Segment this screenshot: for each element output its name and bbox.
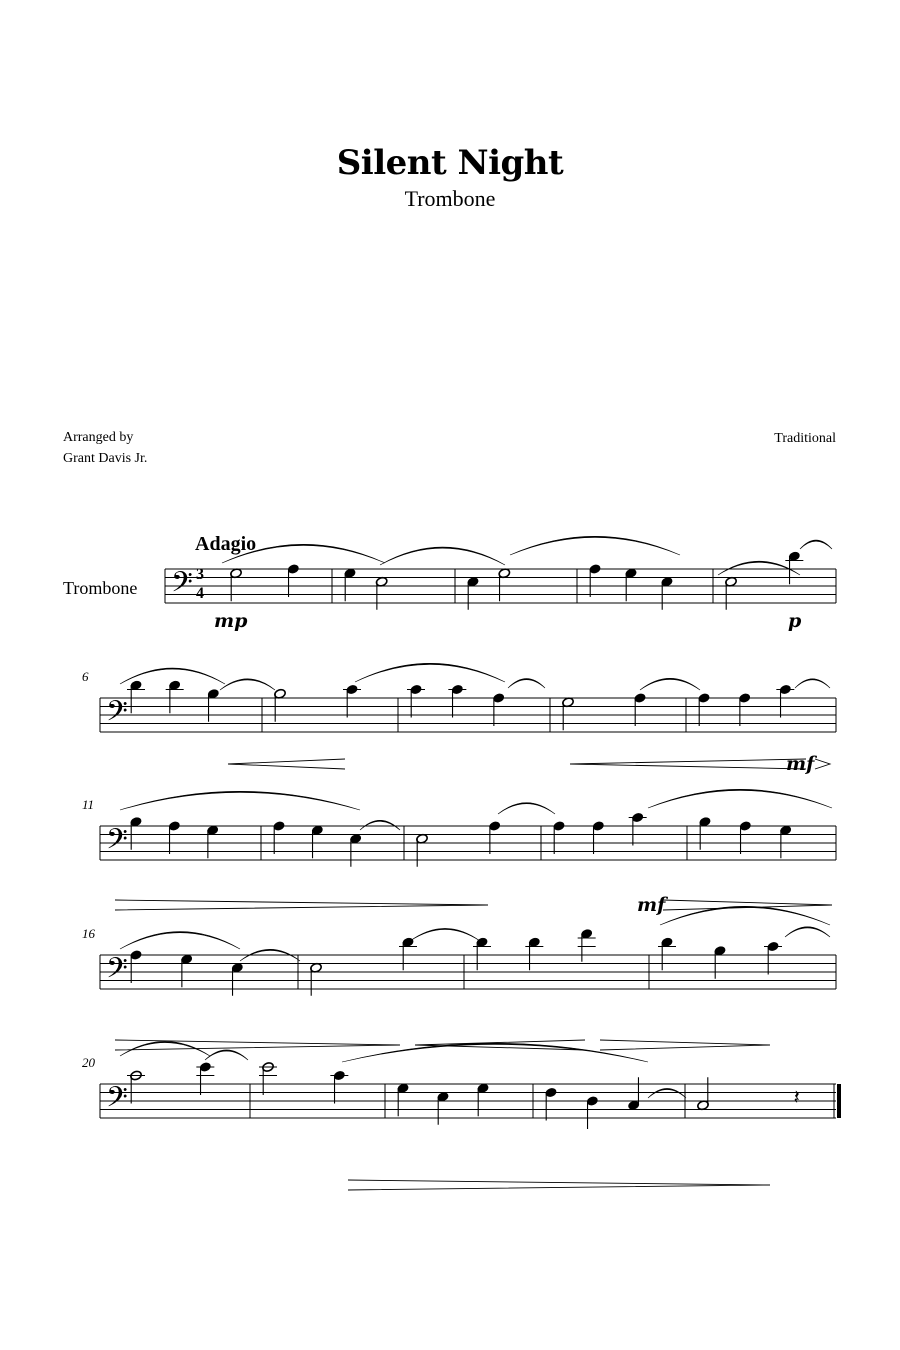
dynamic-marking: mf <box>637 894 666 916</box>
bass-clef-icon: 𝄢 <box>106 823 128 863</box>
arranger-label: Arranged by <box>63 430 134 445</box>
diminuendo-hairpin <box>348 1180 770 1190</box>
slur <box>360 820 400 830</box>
dynamic-marking: p <box>788 610 802 632</box>
crescendo-hairpin <box>228 759 345 769</box>
staff-system <box>82 906 836 1050</box>
bass-clef-icon: 𝄢 <box>171 566 193 606</box>
crescendo-hairpin <box>415 1040 585 1050</box>
slur <box>205 1050 248 1060</box>
slur <box>498 803 555 814</box>
slur <box>355 663 505 682</box>
instrument-subtitle: Trombone <box>404 186 496 211</box>
diminuendo-hairpin <box>115 1040 400 1050</box>
measure-number: 6 <box>82 669 89 684</box>
slur <box>800 540 832 549</box>
measure-number: 11 <box>82 797 95 812</box>
time-signature-bottom: 4 <box>196 585 204 602</box>
time-signature-top: 3 <box>196 566 204 583</box>
composer: Traditional <box>774 431 836 446</box>
staff-system <box>82 1041 841 1190</box>
measure-number: 20 <box>82 1055 95 1070</box>
slur <box>648 1088 686 1098</box>
tempo-marking: Adagio <box>195 533 257 555</box>
slur <box>508 679 545 688</box>
diminuendo-hairpin <box>600 1040 770 1050</box>
slur <box>785 927 830 937</box>
bass-clef-icon: 𝄢 <box>106 952 128 992</box>
staff-system <box>165 536 836 632</box>
measure-number: 16 <box>82 926 95 941</box>
slur <box>342 1043 648 1062</box>
final-barline <box>837 1084 841 1118</box>
slur <box>380 547 505 565</box>
slur <box>220 679 275 690</box>
staff-system <box>82 789 836 916</box>
diminuendo-hairpin <box>115 900 488 910</box>
instrument-label: Trombone <box>63 578 138 598</box>
crescendo-hairpin <box>570 759 806 769</box>
slur <box>410 928 480 941</box>
piece-title: Silent Night <box>336 143 564 183</box>
dynamic-marking: mp <box>214 610 248 632</box>
slur <box>120 932 240 949</box>
slur <box>648 789 832 808</box>
slur <box>510 536 680 555</box>
bass-clef-icon: 𝄢 <box>106 695 128 735</box>
slur <box>795 679 830 688</box>
slur <box>120 791 360 810</box>
diminuendo-hairpin <box>663 900 832 910</box>
bass-clef-icon: 𝄢 <box>106 1081 128 1121</box>
diminuendo-hairpin <box>815 759 830 769</box>
quarter-rest-icon: 𝄽 <box>793 1085 800 1109</box>
slur <box>718 561 800 575</box>
dynamic-marking: mf <box>786 753 815 775</box>
arranger-name: Grant Davis Jr. <box>63 451 148 466</box>
staff-system <box>82 663 836 775</box>
slur <box>640 678 700 690</box>
